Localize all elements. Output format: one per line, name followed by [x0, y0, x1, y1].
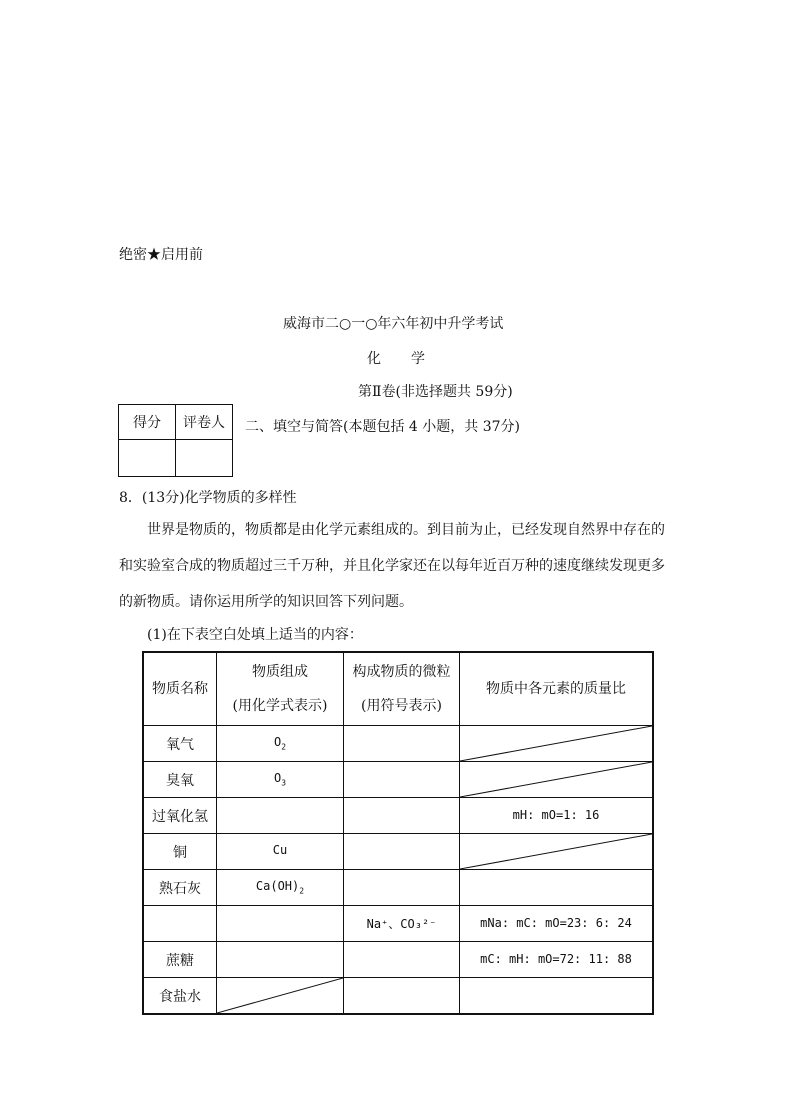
header-mass-ratio: 物质中各元素的质量比	[460, 652, 654, 726]
sub-question-1: (1)在下表空白处填上适当的内容：	[147, 627, 363, 643]
formula-main: Ca(OH)	[255, 879, 300, 894]
formula-cell[interactable]	[217, 834, 344, 870]
mass-ratio-cell[interactable]	[460, 798, 654, 834]
confidential-label: 绝密★启用前	[119, 247, 203, 263]
mass-ratio: mNa: mC: mO=23: 6: 24	[480, 916, 632, 930]
formula	[273, 735, 287, 752]
section-title: 二、填空与简答(本题包括 4 小题，共 37分)	[245, 419, 520, 435]
substance-name: 过氧化氢	[152, 808, 208, 825]
formula	[273, 843, 287, 857]
grader-label: 评卷人	[176, 405, 233, 440]
volume-title: 第Ⅱ卷(非选择题共 59分)	[358, 384, 513, 400]
subject-char-2: 学	[411, 351, 425, 367]
substance-name-cell	[143, 906, 217, 942]
particle-cell[interactable]	[344, 834, 460, 870]
header-composition-line1: 物质组成	[252, 664, 308, 680]
mass-ratio: mH: mO=1: 16	[512, 808, 600, 822]
particle: Na⁺、CO₃²⁻	[366, 917, 437, 931]
table-row	[143, 978, 653, 1015]
header-composition-line2: (用化学式表示)	[232, 698, 328, 714]
header-particle-line1: 构成物质的微粒	[352, 664, 451, 680]
table-row	[143, 726, 653, 762]
substance-name: 蔗糖	[166, 952, 194, 969]
formula-cell[interactable]	[217, 726, 344, 762]
paragraph-line-3: 的新物质。请你运用所学的知识回答下列问题。	[119, 594, 413, 610]
paragraph-line-1: 世界是物质的，物质都是由化学元素组成的。到目前为止，已经发现自然界中存在的	[147, 522, 665, 538]
formula	[273, 771, 287, 788]
score-box	[118, 404, 233, 477]
substance-name: 铜	[173, 844, 187, 861]
exam-title: 威海市二○一○年六年初中升学考试	[283, 316, 504, 332]
table-row	[143, 870, 653, 906]
table-row	[143, 834, 653, 870]
mass-ratio-cell	[460, 834, 654, 870]
header-particle-line2: (用符号表示)	[361, 698, 442, 714]
table-header-row	[143, 652, 653, 726]
particle-cell[interactable]	[344, 978, 460, 1015]
mass-ratio-cell	[460, 726, 654, 762]
table-row	[143, 762, 653, 798]
formula-subscript: 2	[299, 886, 305, 896]
score-label: 得分	[119, 405, 176, 440]
particle-cell[interactable]	[344, 798, 460, 834]
formula-cell[interactable]	[217, 870, 344, 906]
mass-ratio-cell[interactable]	[460, 906, 654, 942]
table-row	[143, 798, 653, 834]
header-particle	[344, 652, 460, 726]
substance-name-cell	[143, 834, 217, 870]
particle-cell[interactable]	[344, 870, 460, 906]
substance-name-cell	[143, 870, 217, 906]
substance-name: 食盐水	[159, 988, 201, 1005]
mass-ratio-cell[interactable]	[460, 942, 654, 978]
substance-name: 氧气	[166, 736, 194, 753]
table-row	[143, 942, 653, 978]
mass-ratio-cell	[460, 762, 654, 798]
subject-title	[367, 348, 425, 368]
substance-name: 臭氧	[166, 772, 194, 789]
substance-name-cell	[143, 798, 217, 834]
cross-out-line	[460, 726, 652, 761]
table-row	[143, 906, 653, 942]
formula-subscript: 3	[281, 778, 287, 788]
grader-cell[interactable]	[176, 440, 233, 477]
particle-cell[interactable]	[344, 906, 460, 942]
score-cell[interactable]	[119, 440, 176, 477]
formula-main: O	[273, 771, 282, 786]
formula-subscript: 2	[281, 742, 287, 752]
paragraph-line-2: 和实验室合成的物质超过三千万种，并且化学家还在以每年近百万种的速度继续发现更多	[119, 558, 665, 574]
substance-name-cell	[143, 762, 217, 798]
substance-name-cell	[143, 978, 217, 1015]
subject-char-1: 化	[367, 351, 381, 367]
formula-cell[interactable]	[217, 906, 344, 942]
mass-ratio-cell[interactable]	[460, 870, 654, 906]
substance-table	[142, 651, 654, 1015]
particle-cell[interactable]	[344, 762, 460, 798]
cross-out-line	[460, 762, 652, 797]
substance-name-cell	[143, 942, 217, 978]
cross-out-line	[217, 978, 343, 1013]
mass-ratio-cell[interactable]	[460, 978, 654, 1015]
question-title: 8．(13分)化学物质的多样性	[119, 490, 297, 506]
formula-cell	[217, 978, 344, 1015]
formula-cell[interactable]	[217, 762, 344, 798]
formula-cell[interactable]	[217, 798, 344, 834]
formula-cell[interactable]	[217, 942, 344, 978]
particle-cell[interactable]	[344, 942, 460, 978]
formula-main: Cu	[272, 843, 288, 858]
mass-ratio: mC: mH: mO=72: 11: 88	[480, 952, 632, 966]
formula-main: O	[273, 735, 282, 750]
header-composition	[217, 652, 344, 726]
header-name: 物质名称	[143, 652, 217, 726]
particle-cell[interactable]	[344, 726, 460, 762]
substance-name: 熟石灰	[159, 880, 201, 897]
substance-name-cell	[143, 726, 217, 762]
cross-out-line	[460, 834, 652, 869]
formula	[255, 879, 305, 896]
